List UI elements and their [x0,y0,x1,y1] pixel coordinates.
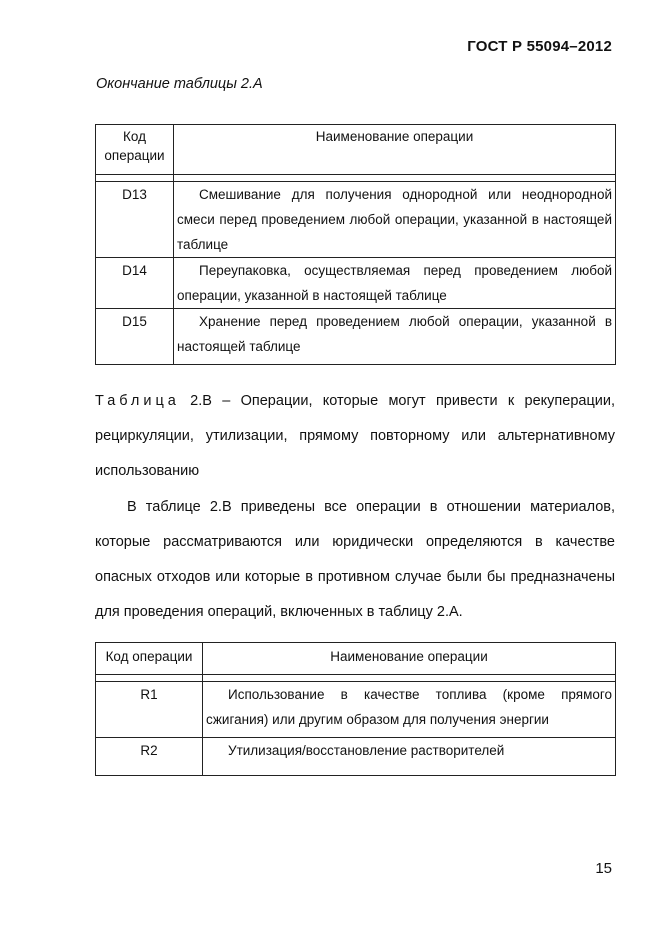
table-a-col-code: Код операции [96,125,174,175]
table-row [96,309,616,365]
table-separator [96,675,616,682]
table-row [96,682,616,738]
table-row [96,738,616,776]
table-cell-name: Использование в качестве топлива (кроме прямого сжигания) или другим образом для получения энергии [203,682,616,738]
table-cell-code: D14 [96,258,174,309]
table-b-col-name: Наименование операции [203,643,616,675]
table-a [95,124,616,365]
page-number: 15 [595,860,612,877]
table-b-header-row [96,643,616,675]
table-b-col-code: Код операции [96,643,203,675]
intro-paragraph: В таблице 2.В приведены все операции в отношении материалов, которые рассматриваются или юридически определяются в качестве опасных отходов или которые в противном случае были бы предназначены для проведения операций, включенных в таблицу 2.А. [95,499,615,620]
table-a-header-row [96,125,616,175]
table-cell-name: Хранение перед проведением любой операции, указанной в настоящей таблице [174,309,616,365]
table-cell-name: Переупаковка, осуществляемая перед проведением любой операции, указанной в настоящей таблице [174,258,616,309]
table-b-title-word: Таблица [95,393,180,409]
table-cell-code: R2 [96,738,203,776]
table-cell-code: D13 [96,182,174,258]
table-a-col-name: Наименование операции [174,125,616,175]
table-cell-code: R1 [96,682,203,738]
table-cell-code: D15 [96,309,174,365]
table-b [95,642,616,776]
table-row [96,182,616,258]
table-cell-name: Смешивание для получения однородной или неоднородной смеси перед проведением любой операции, указанной в настоящей таблице [174,182,616,258]
table-a-caption: Окончание таблицы 2.А [96,76,263,92]
table-b-title-text: 2.В – Операции, которые могут привести к рекуперации, рециркуляции, утилизации, прямому повторному или альтернативному использованию [95,393,615,479]
document-header: ГОСТ Р 55094–2012 [467,38,612,55]
table-b-title [95,384,615,489]
table-row [96,258,616,309]
table-separator [96,175,616,182]
table-cell-name: Утилизация/восстановление растворителей [203,738,616,776]
